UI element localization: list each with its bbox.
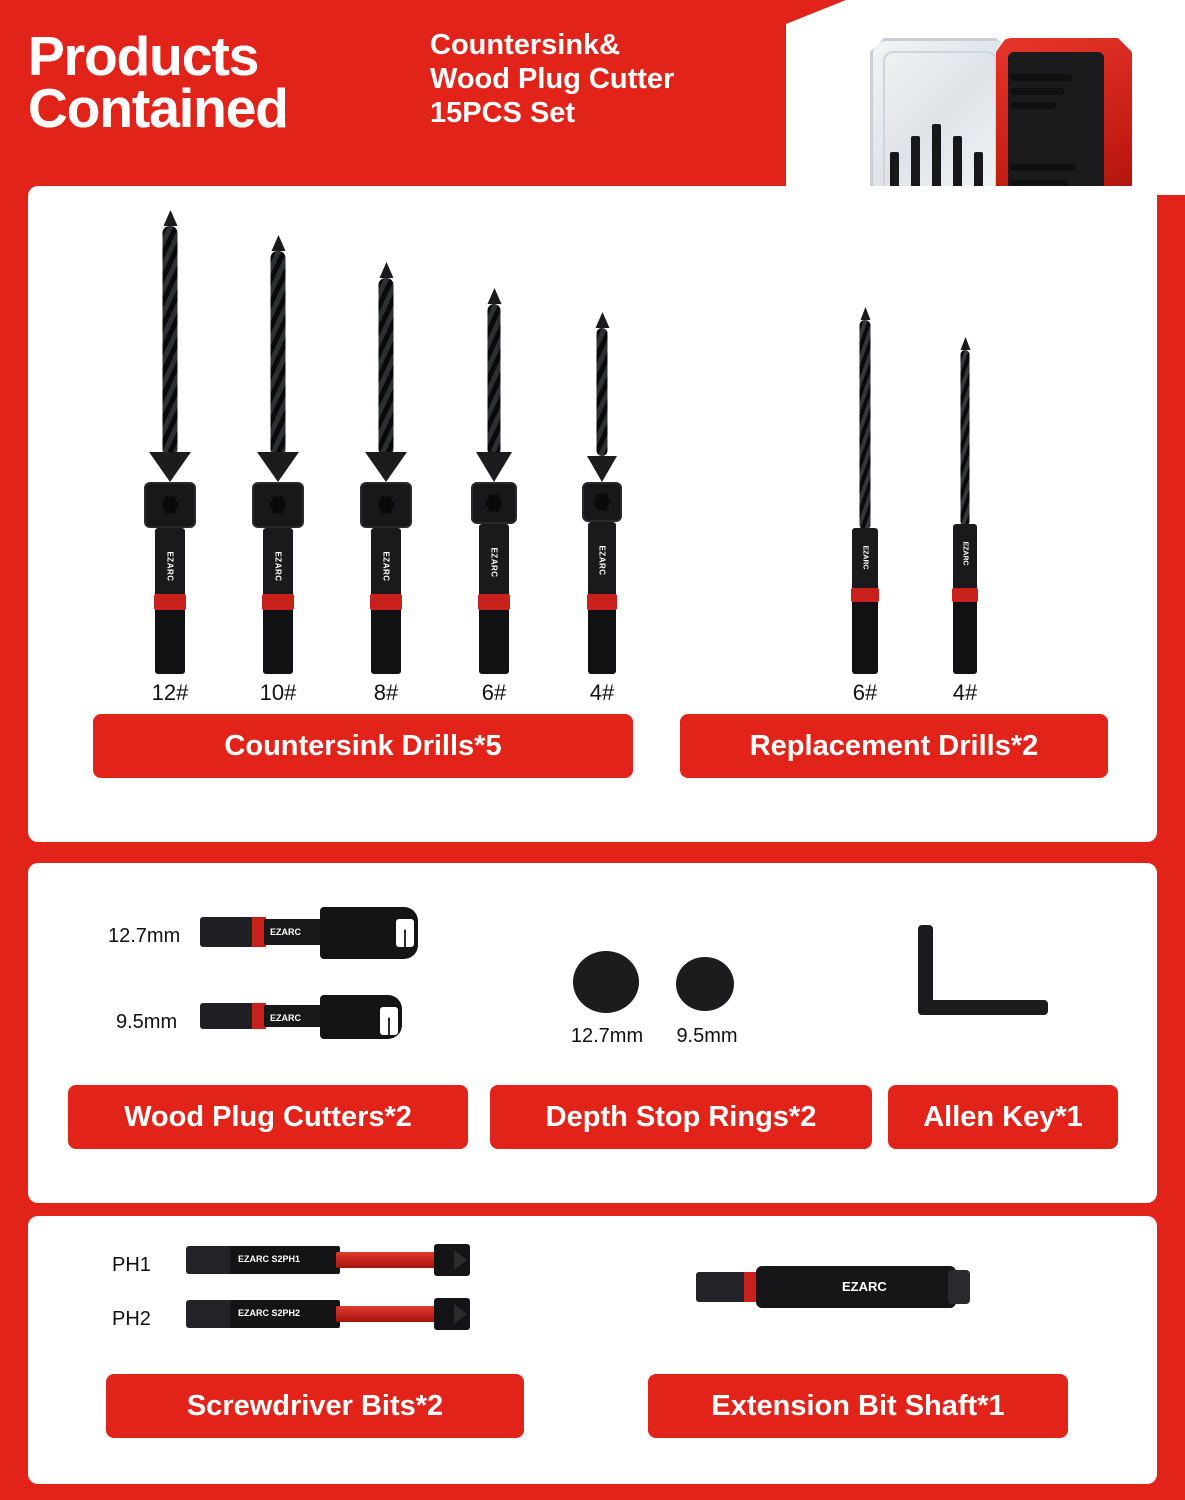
screwdriver-bit-label-ph2: PH2 — [112, 1308, 151, 1330]
chip-depth-stop-rings: Depth Stop Rings*2 — [490, 1085, 872, 1149]
brand-mark: EZARC S2PH2 — [238, 1308, 301, 1318]
brand-mark: EZARC — [165, 551, 175, 582]
countersink-size-label-10: 10# — [259, 680, 297, 705]
depth-stop-ring-12-7 — [573, 951, 639, 1013]
replacement-drill-6 — [840, 312, 890, 674]
header-subtitle-line1: Countersink& — [430, 29, 621, 61]
countersink-size-label-6: 6# — [481, 680, 507, 705]
panel-drills — [28, 186, 1157, 842]
brand-mark: EZARC — [270, 1013, 301, 1023]
depth-ring-label-12-7: 12.7mm — [570, 1025, 644, 1047]
panel-accessories — [28, 863, 1157, 1203]
screwdriver-bit-label-ph1: PH1 — [112, 1254, 151, 1276]
plug-cutter-size-label-12-7: 12.7mm — [108, 925, 181, 947]
page-title — [28, 25, 288, 140]
page-title-line2: Contained — [28, 77, 288, 140]
brand-mark: EZARC S2PH1 — [238, 1254, 301, 1264]
countersink-drill-4 — [567, 204, 637, 674]
header-subtitle-line2: Wood Plug Cutter — [430, 63, 675, 96]
chip-wood-plug-cutters: Wood Plug Cutters*2 — [68, 1085, 468, 1149]
brand-mark: EZARC — [270, 927, 301, 937]
replacement-size-label-4: 4# — [952, 680, 978, 705]
depth-stop-ring-9-5 — [676, 957, 734, 1011]
brand-mark: EZARC — [861, 545, 869, 570]
extension-bit-shaft — [696, 1264, 976, 1310]
depth-ring-label-9-5: 9.5mm — [676, 1025, 738, 1047]
countersink-drill-6 — [459, 204, 529, 674]
brand-mark: EZARC — [381, 551, 391, 582]
header — [0, 0, 1185, 195]
allen-key — [918, 925, 1048, 1017]
header-subtitle-line3: 15PCS Set — [430, 97, 576, 130]
replacement-drill-4 — [940, 342, 990, 674]
chip-allen-key: Allen Key*1 — [888, 1085, 1118, 1149]
chip-extension-bit-shaft: Extension Bit Shaft*1 — [648, 1374, 1068, 1438]
wood-plug-cutter-12-7 — [200, 907, 418, 959]
brand-mark: EZARC — [489, 547, 499, 578]
screwdriver-bit-ph1 — [186, 1240, 476, 1280]
countersink-drill-12 — [135, 204, 205, 674]
countersink-size-label-12: 12# — [151, 680, 189, 705]
brand-mark: EZARC — [842, 1279, 887, 1294]
countersink-drill-10 — [243, 204, 313, 674]
countersink-size-label-8: 8# — [373, 680, 399, 705]
page-title-line1: Products — [28, 25, 259, 87]
chip-replacement-drills: Replacement Drills*2 — [680, 714, 1108, 778]
chip-screwdriver-bits: Screwdriver Bits*2 — [106, 1374, 524, 1438]
brand-mark: EZARC — [597, 545, 607, 576]
wood-plug-cutter-9-5 — [200, 995, 400, 1041]
allen-key-short-arm — [918, 1000, 1048, 1015]
plug-cutter-size-label-9-5: 9.5mm — [116, 1011, 178, 1033]
screwdriver-bit-ph2 — [186, 1294, 476, 1334]
header-title-block — [28, 25, 288, 140]
replacement-size-label-6: 6# — [852, 680, 878, 705]
brand-mark: EZARC — [273, 551, 283, 582]
brand-mark: EZARC — [961, 541, 969, 566]
countersink-drill-8 — [351, 204, 421, 674]
countersink-size-label-4: 4# — [589, 680, 615, 705]
chip-countersink-drills: Countersink Drills*5 — [93, 714, 633, 778]
header-subtitle — [430, 28, 674, 131]
panel-bits — [28, 1216, 1157, 1484]
